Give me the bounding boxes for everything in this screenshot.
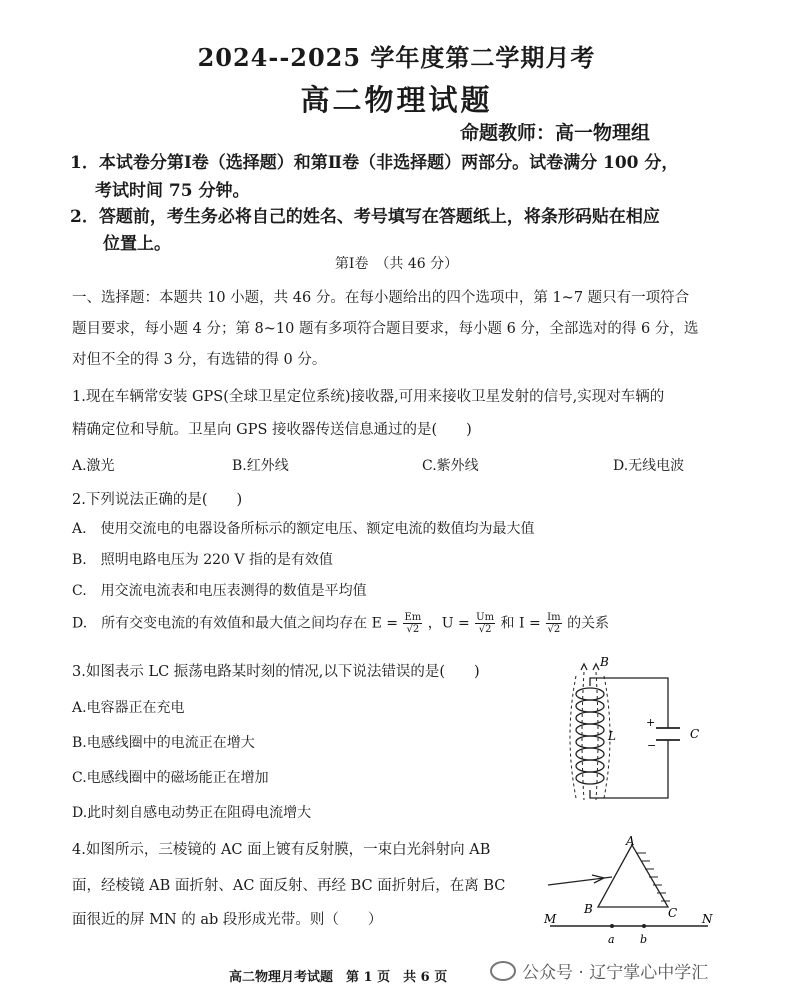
- screen-label-m: M: [544, 912, 557, 926]
- prism-label-a: A: [626, 835, 635, 848]
- subject-title: 高二物理试题: [300, 83, 493, 117]
- q1-option-a: A.激光: [72, 458, 115, 474]
- q1-stem-line-2: 精确定位和导航。卫星向 GPS 接收器传送信息通过的是( ): [72, 422, 472, 438]
- q2-d-prefix: D. 所有交变电流的有效值和最大值之间均存在 E =: [72, 615, 399, 632]
- point-a: [610, 924, 614, 928]
- q1-option-c: C.紫外线: [422, 458, 479, 474]
- author-line: 命题教师：高一物理组: [460, 122, 651, 144]
- q3-stem: 3.如图表示 LC 振荡电路某时刻的情况,以下说法错误的是( ): [72, 664, 480, 680]
- q2-d-mid-1: ，U =: [427, 615, 470, 632]
- q3-option-a: A.电容器正在充电: [72, 700, 185, 716]
- label-l: L: [608, 729, 616, 743]
- q2-stem: 2.下列说法正确的是( ): [72, 492, 243, 508]
- prism-figure: [540, 835, 720, 950]
- fraction-e-den: √2: [406, 624, 420, 635]
- prism-triangle: [598, 845, 668, 907]
- screen-label-n: N: [702, 912, 713, 926]
- label-b: B: [600, 655, 609, 669]
- watermark-text: 公众号 · 辽宁掌心中学汇: [522, 963, 709, 983]
- fraction-i: [546, 612, 561, 635]
- prism-label-b: B: [584, 902, 593, 916]
- fraction-u: [475, 612, 495, 635]
- q3-option-d: D.此时刻自感电动势正在阻碍电流增大: [72, 805, 312, 821]
- note-2-line-2: 位置上。: [103, 234, 171, 254]
- fraction-e: [403, 612, 422, 635]
- point-label-b: b: [640, 933, 648, 946]
- section-title: 第Ⅰ卷 （共 46 分）: [334, 256, 459, 272]
- q1-stem-line-1: 1.现在车辆常安装 GPS(全球卫星定位系统)接收器,可用来接收卫星发射的信号,实现对车辆的: [72, 389, 665, 405]
- wechat-icon: [490, 961, 516, 981]
- note-2-line-1: 2．答题前，考生务必将自己的姓名、考号填写在答题纸上，将条形码贴在相应: [70, 207, 660, 227]
- q2-option-d: [72, 612, 609, 635]
- watermark: [490, 958, 708, 983]
- minus-sign: −: [647, 739, 657, 752]
- field-arrow-2: [593, 664, 599, 670]
- q4-stem-line-2: 面，经棱镜 AB 面折射、AC 面反射、再经 BC 面折射后，在离 BC: [72, 878, 506, 894]
- point-b: [642, 924, 646, 928]
- reflective-coating: [637, 853, 670, 901]
- q4-stem-line-3: 面很近的屏 MN 的 ab 段形成光带。则（ ）: [72, 912, 383, 928]
- fraction-i-num: Im: [547, 612, 561, 623]
- plus-sign: +: [646, 716, 656, 729]
- fraction-e-num: Em: [404, 612, 422, 623]
- inductor-coil: [576, 688, 604, 784]
- fraction-u-num: Um: [476, 612, 495, 623]
- fraction-i-den: √2: [547, 624, 561, 635]
- point-label-a: a: [608, 933, 615, 946]
- q4-stem-line-1: 4.如图所示，三棱镜的 AC 面上镀有反射膜，一束白光斜射向 AB: [72, 842, 491, 858]
- field-arrow-1: [581, 664, 587, 670]
- prism-label-c: C: [668, 906, 678, 920]
- q2-option-c: C. 用交流电流表和电压表测得的数值是平均值: [72, 583, 367, 599]
- instructions-line-3: 对但不全的得 3 分，有选错的得 0 分。: [72, 352, 327, 368]
- q2-d-suffix: 的关系: [567, 615, 610, 632]
- instructions-line-1: 一、选择题：本题共 10 小题，共 46 分。在每小题给出的四个选项中，第 1~7 题只有一项符合: [72, 290, 690, 306]
- q1-option-b: B.红外线: [232, 458, 289, 474]
- note-1-line-2: 考试时间 75 分钟。: [95, 181, 250, 201]
- q3-option-c: C.电感线圈中的磁场能正在增加: [72, 770, 269, 786]
- q3-option-b: B.电感线圈中的电流正在增大: [72, 735, 255, 751]
- lc-circuit-figure: [560, 650, 720, 810]
- page-footer: 高二物理月考试题 第 1 页 共 6 页: [229, 970, 448, 985]
- q2-d-mid-2: 和 I =: [500, 615, 541, 632]
- note-1-line-1: 1．本试卷分第Ⅰ卷（选择题）和第Ⅱ卷（非选择题）两部分。试卷满分 100 分，: [70, 153, 679, 173]
- q2-option-a: A. 使用交流电的电器设备所标示的额定电压、额定电流的数值均为最大值: [72, 521, 535, 537]
- label-c: C: [690, 727, 700, 741]
- q1-option-d: D.无线电波: [613, 458, 685, 474]
- fraction-u-den: √2: [478, 624, 492, 635]
- q2-option-b: B. 照明电路电压为 220 V 指的是有效值: [72, 552, 333, 568]
- instructions-line-2: 题目要求，每小题 4 分；第 8~10 题有多项符合题目要求，每小题 6 分，全部选对的得 6 分，选: [72, 321, 699, 337]
- exam-title: 2024--2025 学年度第二学期月考: [197, 43, 596, 72]
